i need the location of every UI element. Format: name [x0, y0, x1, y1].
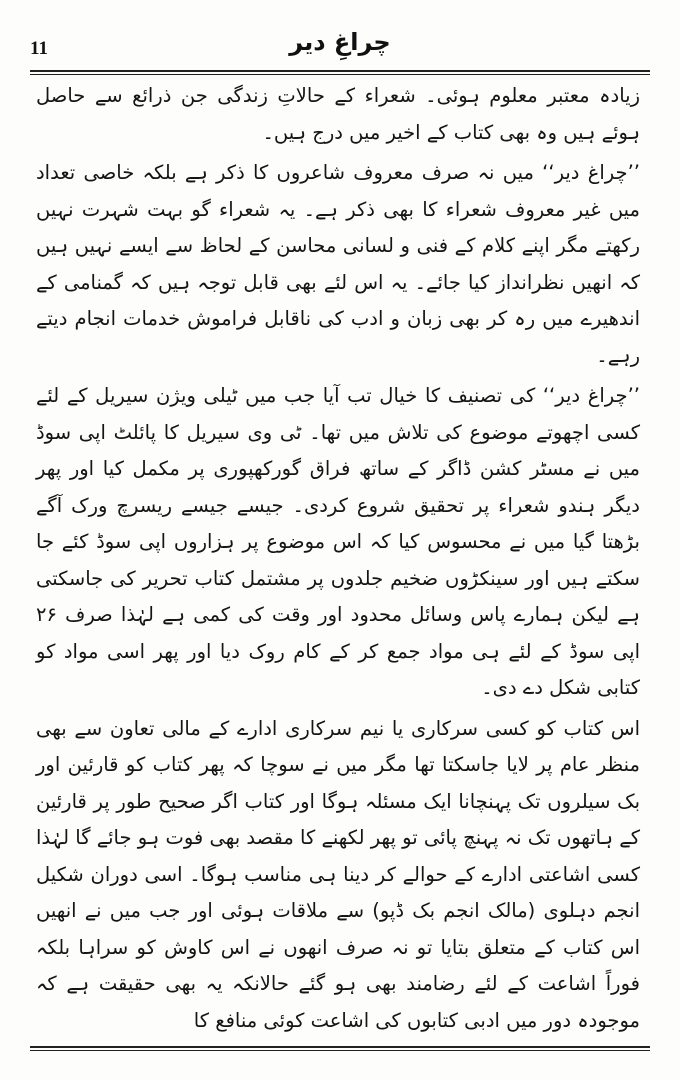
paragraph: زیادہ معتبر معلوم ہوئی۔ شعراء کے حالاتِ زندگی جن ذرائع سے حاصل ہوئے ہیں وہ بھی کتاب کے اخیر میں درج ہیں۔	[36, 84, 640, 144]
page-number: 11	[30, 38, 48, 59]
footer-rule-thin	[30, 1050, 650, 1051]
paragraph: ’’چراغ دیر‘‘ کی تصنیف کا خیال تب آیا جب میں ٹیلی ویژن سیریل کے لئے کسی اچھوتے موضوع کی تلاش میں تھا۔ ٹی وی سیریل کا پائلٹ اپی سوڈ میں نے مسٹر کشن ڈاگر کے ساتھ فراق گورکھپوری پر مکمل کیا اور پھر دیگر ہندو شعراء پر تحقیق شروع کردی۔ جیسے جیسے ریسرچ ورک آگے بڑھتا گیا میں نے محسوس کیا کہ اس موضوع پر ہزاروں اپی سوڈ کئے جا سکتے ہیں اور سینکڑوں ضخیم جلدوں پر مشتمل کتاب تحریر کی جاسکتی ہے لیکن ہمارے پاس وسائل محدود اور وقت کی کمی ہے لہٰذا صرف ۲۶ اپی سوڈ کے لئے ہی مواد جمع کر کے کام روک دیا اور پھر اسی مواد کو کتابی شکل دے دی۔	[36, 384, 640, 699]
footer-rule	[30, 1046, 650, 1048]
page-header	[30, 24, 650, 70]
running-title: چراغِ دیر	[289, 28, 391, 56]
header-rule-thin	[30, 74, 650, 75]
paragraph: ’’چراغ دیر‘‘ میں نہ صرف معروف شاعروں کا ذکر ہے بلکہ خاصی تعداد میں غیر معروف شعراء کا بھی ذکر ہے۔ یہ شعراء گو بہت شہرت نہیں رکھتے مگر اپنے کلام کے فنی و لسانی محاسن کے لحاظ سے ایسے نہیں ہیں کہ انھیں نظرانداز کیا جائے۔ یہ اس لئے بھی قابل توجہ ہیں کہ گمنامی کے اندھیرے میں رہ کر بھی زبان و ادب کی ناقابل فراموش خدمات انجام دیتے رہے۔	[36, 161, 640, 367]
header-rule	[30, 70, 650, 72]
body-text	[36, 78, 640, 1043]
paragraph: اس کتاب کو کسی سرکاری یا نیم سرکاری ادارے کے مالی تعاون سے بھی منظر عام پر لایا جاسکتا تھا مگر میں نے سوچا کہ پھر کتاب کو قارئین اور بک سیلروں تک پہنچانا ایک مسئلہ ہوگا اور کتاب اگر صحیح طور پر قارئین کے ہاتھوں تک نہ پہنچ پائی تو پھر لکھنے کا مقصد بھی فوت ہو جائے گا لہٰذا کسی اشاعتی ادارے کے حوالے کر دینا ہی مناسب ہوگا۔ اسی دوران شکیل انجم دہلوی (مالک انجم بک ڈپو) سے ملاقات ہوئی اور جب میں نے انھیں اس کتاب کے متعلق بتایا تو نہ صرف انھوں نے اس کاوش کو سراہا بلکہ فوراً اشاعت کے لئے رضامند بھی ہو گئے حالانکہ یہ بھی حقیقت ہے کہ موجودہ دور میں ادبی کتابوں کی اشاعت کوئی منافع کا	[36, 716, 640, 1032]
